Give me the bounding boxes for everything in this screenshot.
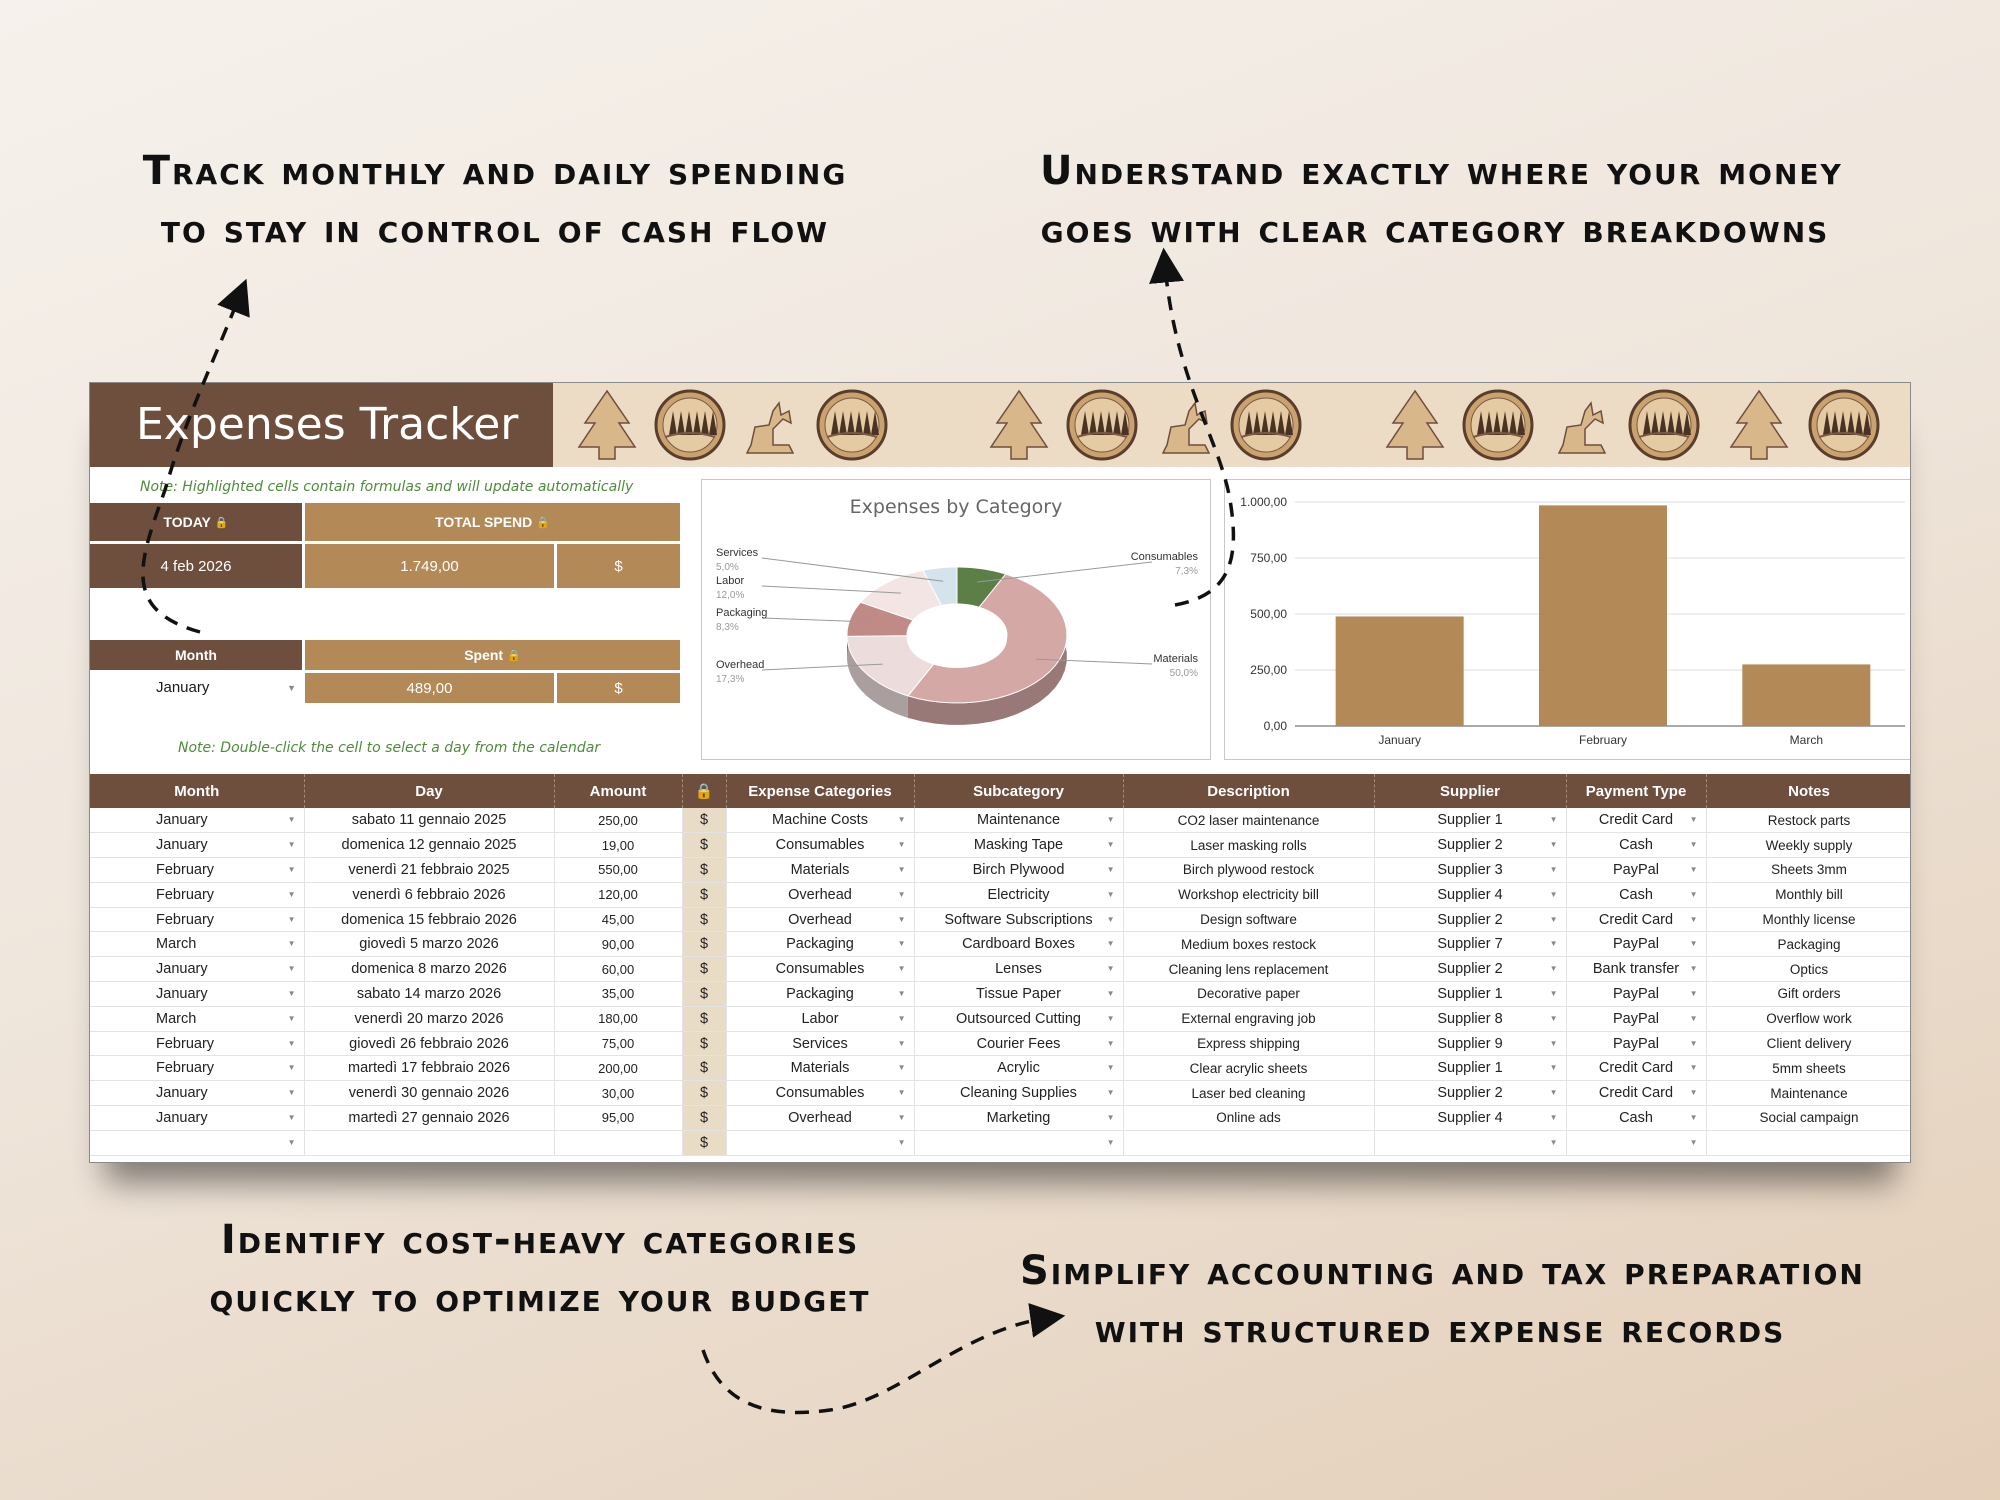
pie-chart-panel[interactable]: [701, 479, 1211, 760]
day-cell[interactable]: giovedì 5 marzo 2026: [304, 932, 554, 957]
today-value: 4 feb 2026: [90, 544, 302, 588]
month-cell[interactable]: January ▼: [90, 957, 304, 982]
currency-cell: $: [682, 1006, 726, 1031]
notes-cell[interactable]: Gift orders: [1706, 982, 1911, 1007]
currency-cell: $: [682, 957, 726, 982]
lock-icon: 🔒: [536, 516, 550, 529]
notes-cell[interactable]: Sheets 3mm: [1706, 858, 1911, 883]
pine-tree-icon: [991, 391, 1047, 459]
note-formulas: Note: Highlighted cells contain formulas and will update automatically: [140, 479, 634, 495]
notes-cell[interactable]: Maintenance: [1706, 1081, 1911, 1106]
payment-type-cell[interactable]: Cash ▼: [1566, 882, 1706, 907]
currency-cell: $: [682, 808, 726, 833]
notes-cell[interactable]: Social campaign: [1706, 1106, 1911, 1131]
subcategory-cell[interactable]: Masking Tape ▼: [914, 833, 1123, 858]
today-label-text: TODAY: [163, 514, 211, 530]
currency-cell: $: [682, 1106, 726, 1131]
category-cell[interactable]: Services ▼: [726, 1031, 914, 1056]
subcategory-cell[interactable]: Lenses ▼: [914, 957, 1123, 982]
table-row: [90, 1006, 1911, 1031]
table-row: [90, 1130, 1911, 1155]
pie-label: Packaging: [716, 607, 768, 619]
day-cell[interactable]: [304, 1130, 554, 1155]
category-cell[interactable]: Packaging ▼: [726, 982, 914, 1007]
table-row: [90, 982, 1911, 1007]
spent-currency: $: [557, 673, 680, 703]
caption-line: Simplify accounting and tax preparation: [1020, 1248, 1865, 1294]
bar-chart: [1225, 480, 1911, 761]
payment-type-cell[interactable]: PayPal ▼: [1566, 1006, 1706, 1031]
bar-january: [1336, 616, 1464, 726]
amount-cell[interactable]: 550,00: [554, 858, 682, 883]
description-cell[interactable]: Medium boxes restock: [1123, 932, 1374, 957]
subcategory-cell[interactable]: Maintenance ▼: [914, 808, 1123, 833]
total-spend-value: 1.749,00: [305, 544, 554, 588]
pie-pct-label: 50,0%: [1169, 668, 1198, 679]
currency-cell: $: [682, 858, 726, 883]
supplier-cell[interactable]: [1374, 1130, 1566, 1155]
supplier-cell[interactable]: Supplier 2 ▼: [1374, 957, 1566, 982]
subcategory-cell[interactable]: Courier Fees ▼: [914, 1031, 1123, 1056]
currency-cell: $: [682, 1056, 726, 1081]
caption-bottom-left: [200, 1211, 880, 1327]
donut-hole: [907, 610, 1007, 668]
amount-cell[interactable]: 95,00: [554, 1106, 682, 1131]
header-expense-categories: Expense Categories: [726, 774, 914, 808]
header-description: Description: [1123, 774, 1374, 808]
category-cell[interactable]: Overhead ▼: [726, 882, 914, 907]
lock-icon: 🔒: [507, 649, 521, 662]
amount-cell[interactable]: 200,00: [554, 1056, 682, 1081]
month-cell[interactable]: January ▼: [90, 808, 304, 833]
spent-label: [305, 640, 680, 670]
supplier-cell[interactable]: Supplier 1 ▼: [1374, 808, 1566, 833]
payment-type-cell[interactable]: PayPal ▼: [1566, 1031, 1706, 1056]
x-tick-label: January: [1378, 733, 1422, 747]
payment-type-cell[interactable]: Credit Card ▼: [1566, 808, 1706, 833]
amount-cell[interactable]: 120,00: [554, 882, 682, 907]
header-month: Month: [90, 774, 304, 808]
month-label: Month: [90, 640, 302, 670]
caption-line: Track monthly and daily spending: [142, 148, 848, 194]
subcategory-cell[interactable]: Marketing ▼: [914, 1106, 1123, 1131]
notes-cell[interactable]: Monthly bill: [1706, 882, 1911, 907]
month-cell[interactable]: February ▼: [90, 882, 304, 907]
arrow-bottom: [703, 1318, 1048, 1413]
supplier-cell[interactable]: Supplier 9 ▼: [1374, 1031, 1566, 1056]
currency-cell: $: [682, 932, 726, 957]
header-lock-icon: 🔒: [682, 774, 726, 808]
decor-strip: [553, 383, 1910, 467]
currency-cell: $: [682, 882, 726, 907]
amount-cell[interactable]: 250,00: [554, 808, 682, 833]
currency-cell: $: [682, 1130, 726, 1155]
reindeer-icon: [1163, 403, 1209, 453]
forest-medallion-icon: [1464, 391, 1532, 459]
caption-line: to stay in control of cash flow: [160, 206, 830, 252]
description-cell[interactable]: Cleaning lens replacement: [1123, 957, 1374, 982]
subcategory-cell[interactable]: Birch Plywood ▼: [914, 858, 1123, 883]
pie-chart-title: Expenses by Category: [849, 496, 1063, 518]
pie-chart: [702, 480, 1212, 761]
y-tick-label: 0,00: [1263, 719, 1287, 733]
table-body: [90, 808, 1911, 1155]
payment-type-cell[interactable]: [1566, 1130, 1706, 1155]
subcategory-cell[interactable]: Tissue Paper ▼: [914, 982, 1123, 1007]
pine-tree-icon: [1731, 391, 1787, 459]
month-cell[interactable]: February ▼: [90, 1056, 304, 1081]
spent-value: 489,00: [305, 673, 554, 703]
day-cell[interactable]: domenica 8 marzo 2026: [304, 957, 554, 982]
description-cell[interactable]: Express shipping: [1123, 1031, 1374, 1056]
table-row: [90, 1081, 1911, 1106]
table-row: [90, 907, 1911, 932]
table-row: [90, 1056, 1911, 1081]
payment-type-cell[interactable]: Credit Card ▼: [1566, 1081, 1706, 1106]
chevron-down-icon: ▼: [287, 683, 296, 693]
description-cell[interactable]: CO2 laser maintenance: [1123, 808, 1374, 833]
header-notes: Notes: [1706, 774, 1911, 808]
expenses-sheet: [89, 382, 1911, 1163]
amount-cell[interactable]: [554, 1130, 682, 1155]
caption-line: quickly to optimize your budget: [209, 1275, 871, 1321]
x-tick-label: February: [1578, 733, 1628, 747]
total-spend-currency: $: [557, 544, 680, 588]
payment-type-cell[interactable]: Bank transfer ▼: [1566, 957, 1706, 982]
table-row: [90, 957, 1911, 982]
subcategory-cell[interactable]: Software Subscriptions ▼: [914, 907, 1123, 932]
decor-icons: [553, 383, 1911, 467]
currency-cell: $: [682, 907, 726, 932]
pie-label: Overhead: [716, 659, 765, 671]
description-cell[interactable]: [1123, 1130, 1374, 1155]
category-cell[interactable]: Packaging ▼: [726, 932, 914, 957]
subcategory-cell[interactable]: Cardboard Boxes ▼: [914, 932, 1123, 957]
day-cell[interactable]: domenica 12 gennaio 2025: [304, 833, 554, 858]
month-cell[interactable]: January ▼: [90, 833, 304, 858]
day-cell[interactable]: domenica 15 febbraio 2026: [304, 907, 554, 932]
supplier-cell[interactable]: Supplier 2 ▼: [1374, 833, 1566, 858]
notes-cell[interactable]: [1706, 1130, 1911, 1155]
amount-cell[interactable]: 35,00: [554, 982, 682, 1007]
supplier-cell[interactable]: Supplier 2 ▼: [1374, 1081, 1566, 1106]
caption-line: with structured expense records: [1094, 1306, 1786, 1352]
supplier-cell[interactable]: Supplier 7 ▼: [1374, 932, 1566, 957]
total-spend-label-text: TOTAL SPEND: [435, 514, 533, 530]
supplier-cell[interactable]: Supplier 2 ▼: [1374, 907, 1566, 932]
notes-cell[interactable]: Overflow work: [1706, 1006, 1911, 1031]
notes-cell[interactable]: Packaging: [1706, 932, 1911, 957]
month-select-value: January: [156, 679, 210, 696]
day-cell[interactable]: martedì 27 gennaio 2026: [304, 1106, 554, 1131]
supplier-cell[interactable]: Supplier 1 ▼: [1374, 1056, 1566, 1081]
month-cell[interactable]: January ▼: [90, 1106, 304, 1131]
month-cell[interactable]: February ▼: [90, 1031, 304, 1056]
description-cell[interactable]: Workshop electricity bill: [1123, 882, 1374, 907]
pie-pct-label: 8,3%: [716, 622, 739, 633]
day-cell[interactable]: sabato 11 gennaio 2025: [304, 808, 554, 833]
category-cell[interactable]: [726, 1130, 914, 1155]
table-row: [90, 932, 1911, 957]
supplier-cell[interactable]: Supplier 4 ▼: [1374, 882, 1566, 907]
subcategory-cell[interactable]: Electricity ▼: [914, 882, 1123, 907]
bar-february: [1539, 505, 1667, 726]
subcategory-cell[interactable]: Cleaning Supplies ▼: [914, 1081, 1123, 1106]
notes-cell[interactable]: Monthly license: [1706, 907, 1911, 932]
table-header-row: [90, 774, 1911, 808]
day-cell[interactable]: venerdì 20 marzo 2026: [304, 1006, 554, 1031]
day-cell[interactable]: giovedì 26 febbraio 2026: [304, 1031, 554, 1056]
caption-line: Identify cost-heavy categories: [220, 1217, 860, 1263]
pie-label: Labor: [716, 575, 745, 587]
lock-icon: 🔒: [214, 516, 229, 529]
supplier-cell[interactable]: Supplier 3 ▼: [1374, 858, 1566, 883]
pine-tree-icon: [1387, 391, 1443, 459]
month-cell[interactable]: February ▼: [90, 858, 304, 883]
amount-cell[interactable]: 19,00: [554, 833, 682, 858]
pine-tree-icon: [579, 391, 635, 459]
amount-cell[interactable]: 90,00: [554, 932, 682, 957]
forest-medallion-icon: [1068, 391, 1136, 459]
payment-type-cell[interactable]: Credit Card ▼: [1566, 1056, 1706, 1081]
spent-label-text: Spent: [464, 647, 504, 663]
header-day: Day: [304, 774, 554, 808]
supplier-cell[interactable]: Supplier 1 ▼: [1374, 982, 1566, 1007]
forest-medallion-icon: [818, 391, 886, 459]
description-cell[interactable]: Decorative paper: [1123, 982, 1374, 1007]
sheet-title: Expenses Tracker: [90, 383, 553, 467]
currency-cell: $: [682, 833, 726, 858]
amount-cell[interactable]: 45,00: [554, 907, 682, 932]
payment-type-cell[interactable]: PayPal ▼: [1566, 932, 1706, 957]
table-row: [90, 858, 1911, 883]
subcategory-cell[interactable]: [914, 1130, 1123, 1155]
currency-cell: $: [682, 982, 726, 1007]
caption-bottom-right: [1020, 1242, 1865, 1358]
payment-type-cell[interactable]: PayPal ▼: [1566, 982, 1706, 1007]
month-cell[interactable]: [90, 1130, 304, 1155]
subcategory-cell[interactable]: Outsourced Cutting ▼: [914, 1006, 1123, 1031]
day-cell[interactable]: venerdì 30 gennaio 2026: [304, 1081, 554, 1106]
table-row: [90, 882, 1911, 907]
amount-cell[interactable]: 60,00: [554, 957, 682, 982]
description-cell[interactable]: Birch plywood restock: [1123, 858, 1374, 883]
payment-type-cell[interactable]: PayPal ▼: [1566, 858, 1706, 883]
pie-label: Services: [716, 547, 759, 559]
table-row: [90, 1031, 1911, 1056]
category-cell[interactable]: Materials ▼: [726, 858, 914, 883]
pie-leader-line: [762, 558, 943, 581]
y-tick-label: 750,00: [1250, 551, 1287, 565]
bar-chart-panel[interactable]: [1224, 479, 1911, 760]
day-cell[interactable]: sabato 14 marzo 2026: [304, 982, 554, 1007]
amount-cell[interactable]: 180,00: [554, 1006, 682, 1031]
category-cell[interactable]: Materials ▼: [726, 1056, 914, 1081]
description-cell[interactable]: Clear acrylic sheets: [1123, 1056, 1374, 1081]
currency-cell: $: [682, 1031, 726, 1056]
month-cell[interactable]: January ▼: [90, 982, 304, 1007]
payment-type-cell[interactable]: Credit Card ▼: [1566, 907, 1706, 932]
forest-medallion-icon: [1810, 391, 1878, 459]
table-row: [90, 808, 1911, 833]
description-cell[interactable]: External engraving job: [1123, 1006, 1374, 1031]
notes-cell[interactable]: Optics: [1706, 957, 1911, 982]
month-cell[interactable]: March ▼: [90, 932, 304, 957]
category-cell[interactable]: Consumables ▼: [726, 833, 914, 858]
total-spend-label: [305, 503, 680, 541]
caption-top-right: [1040, 142, 1843, 258]
bar-march: [1742, 664, 1870, 726]
day-cell[interactable]: martedì 17 febbraio 2026: [304, 1056, 554, 1081]
today-label: [90, 503, 302, 541]
day-cell[interactable]: venerdì 6 febbraio 2026: [304, 882, 554, 907]
pie-pct-label: 12,0%: [716, 590, 745, 601]
pie-label: Consumables: [1130, 551, 1198, 563]
month-cell[interactable]: March ▼: [90, 1006, 304, 1031]
month-select[interactable]: [90, 673, 302, 703]
supplier-cell[interactable]: Supplier 8 ▼: [1374, 1006, 1566, 1031]
notes-cell[interactable]: Weekly supply: [1706, 833, 1911, 858]
header-subcategory: Subcategory: [914, 774, 1123, 808]
header-payment-type: Payment Type: [1566, 774, 1706, 808]
caption-line: goes with clear category breakdowns: [1040, 206, 1830, 252]
notes-cell[interactable]: 5mm sheets: [1706, 1056, 1911, 1081]
note-calendar: Note: Double-click the cell to select a day from the calendar: [178, 740, 601, 756]
description-cell[interactable]: Laser bed cleaning: [1123, 1081, 1374, 1106]
header-supplier: Supplier: [1374, 774, 1566, 808]
category-cell[interactable]: Consumables ▼: [726, 957, 914, 982]
month-cell[interactable]: February ▼: [90, 907, 304, 932]
pie-pct-label: 17,3%: [716, 674, 745, 685]
category-cell[interactable]: Consumables ▼: [726, 1081, 914, 1106]
pie-label: Materials: [1153, 653, 1198, 665]
description-cell[interactable]: Laser masking rolls: [1123, 833, 1374, 858]
description-cell[interactable]: Design software: [1123, 907, 1374, 932]
caption-line: Understand exactly where your money: [1040, 148, 1843, 194]
header-amount: Amount: [554, 774, 682, 808]
y-tick-label: 500,00: [1250, 607, 1287, 621]
reindeer-icon: [747, 403, 793, 453]
description-cell[interactable]: Online ads: [1123, 1106, 1374, 1131]
caption-top-left: [140, 142, 850, 258]
notes-cell[interactable]: Client delivery: [1706, 1031, 1911, 1056]
category-cell[interactable]: Overhead ▼: [726, 1106, 914, 1131]
pie-leader-line: [977, 562, 1152, 582]
expenses-table: [90, 774, 1911, 1156]
forest-medallion-icon: [656, 391, 724, 459]
pie-pct-label: 7,3%: [1175, 566, 1198, 577]
supplier-cell[interactable]: Supplier 4 ▼: [1374, 1106, 1566, 1131]
amount-cell[interactable]: 75,00: [554, 1031, 682, 1056]
table-row: [90, 1106, 1911, 1131]
amount-cell[interactable]: 30,00: [554, 1081, 682, 1106]
y-tick-label: 250,00: [1250, 663, 1287, 677]
forest-medallion-icon: [1630, 391, 1698, 459]
currency-cell: $: [682, 1081, 726, 1106]
y-tick-label: 1.000,00: [1240, 495, 1287, 509]
reindeer-icon: [1559, 403, 1605, 453]
table-row: [90, 833, 1911, 858]
payment-type-cell[interactable]: Cash ▼: [1566, 833, 1706, 858]
day-cell[interactable]: venerdì 21 febbraio 2025: [304, 858, 554, 883]
pie-pct-label: 5,0%: [716, 562, 739, 573]
month-cell[interactable]: January ▼: [90, 1081, 304, 1106]
category-cell[interactable]: Overhead ▼: [726, 907, 914, 932]
category-cell[interactable]: Machine Costs ▼: [726, 808, 914, 833]
category-cell[interactable]: Labor ▼: [726, 1006, 914, 1031]
notes-cell[interactable]: Restock parts: [1706, 808, 1911, 833]
x-tick-label: March: [1789, 733, 1824, 747]
subcategory-cell[interactable]: Acrylic ▼: [914, 1056, 1123, 1081]
payment-type-cell[interactable]: Cash ▼: [1566, 1106, 1706, 1131]
forest-medallion-icon: [1232, 391, 1300, 459]
